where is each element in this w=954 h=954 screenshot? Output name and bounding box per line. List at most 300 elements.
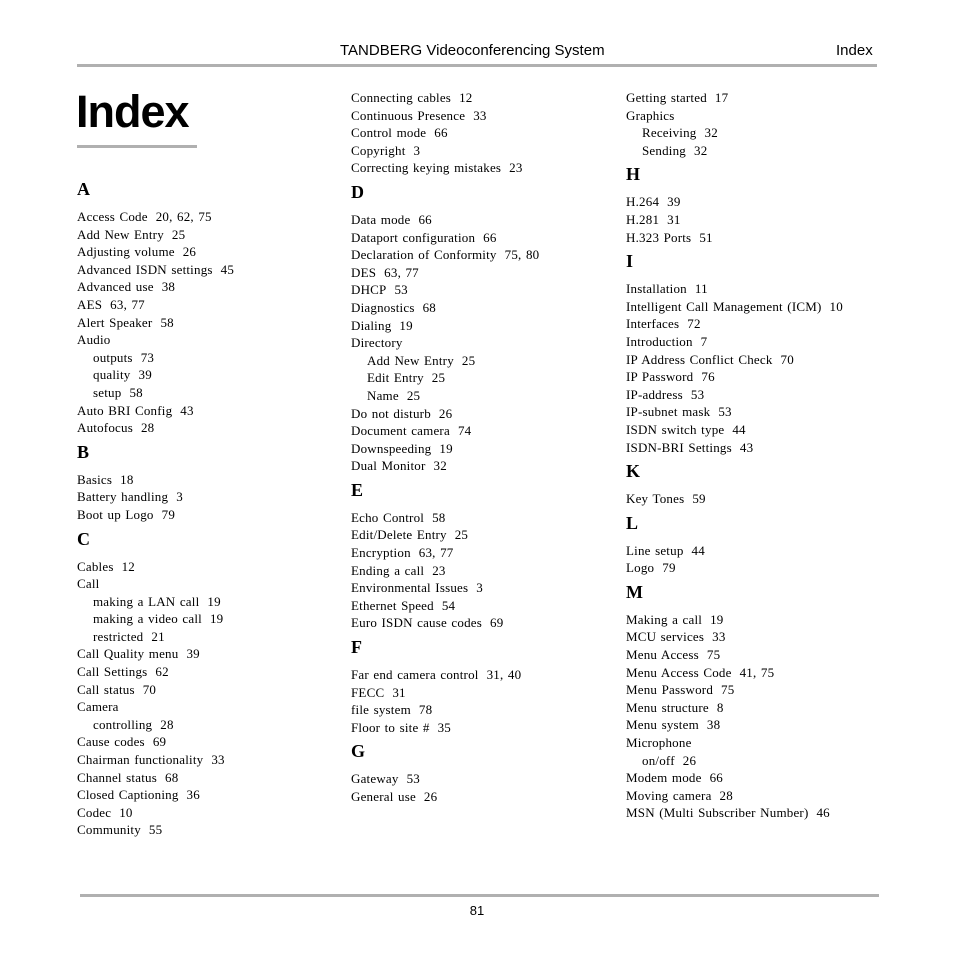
index-page-refs: 19: [209, 611, 224, 627]
index-entry: [626, 298, 886, 316]
index-entry: [77, 804, 337, 822]
index-page-refs: 31: [392, 684, 406, 700]
index-term: Sending: [642, 142, 687, 158]
index-page-refs: 68: [422, 299, 436, 315]
index-page-refs: 35: [437, 719, 451, 735]
index-term: Control mode: [351, 125, 427, 141]
index-page-refs: 25: [454, 527, 469, 543]
index-entry: [626, 211, 886, 229]
index-term: Introduction: [626, 333, 693, 349]
index-term: Menu Password: [626, 682, 714, 698]
index-term: H.264: [626, 194, 660, 210]
index-entry: [351, 440, 611, 458]
index-page-refs: 75: [706, 647, 721, 663]
page-number: 81: [469, 903, 485, 918]
index-page-refs: 73: [140, 349, 155, 365]
index-term: Data mode: [351, 211, 411, 227]
index-page-refs: 11: [694, 281, 708, 297]
index-entry: [626, 107, 886, 125]
index-term: Moving camera: [626, 787, 712, 803]
index-entry: [351, 299, 611, 317]
index-page-refs: 58: [432, 509, 446, 525]
index-letter-heading: I: [626, 251, 634, 272]
index-entry: [626, 804, 886, 822]
index-page-refs: 58: [160, 314, 174, 330]
index-entry: [351, 666, 611, 684]
index-page-refs: 75: [721, 682, 735, 698]
index-subentry: [626, 142, 886, 160]
index-term: H.281: [626, 211, 660, 227]
index-term: Basics: [77, 471, 113, 487]
index-page-refs: 12: [459, 90, 473, 105]
index-term: Encryption: [351, 545, 411, 561]
index-page-refs: 19: [399, 317, 413, 333]
index-term: Making a call: [626, 611, 703, 627]
index-entry: [77, 698, 337, 716]
index-term: Chairman functionality: [77, 752, 204, 768]
index-term: Floor to site #: [351, 719, 430, 735]
index-letter-heading: A: [77, 179, 90, 199]
index-entry: [626, 193, 886, 211]
index-page-refs: 66: [434, 125, 448, 141]
index-entry: [626, 351, 886, 369]
index-entry: [626, 315, 886, 333]
index-term: Getting started: [626, 90, 707, 105]
index-page-refs: 33: [473, 107, 487, 123]
index-page-refs: 66: [709, 770, 723, 786]
index-term: Diagnostics: [351, 299, 415, 315]
index-page-refs: 31: [667, 211, 681, 227]
index-page-refs: 78: [418, 702, 433, 718]
index-term: General use: [351, 789, 416, 804]
index-entry: [351, 509, 611, 527]
index-page-refs: 26: [423, 789, 438, 804]
index-term: Declaration of Conformity: [351, 247, 497, 263]
index-term: Adjusting volume: [77, 244, 175, 260]
index-page-refs: 53: [690, 386, 705, 402]
index-term: restricted: [93, 628, 144, 644]
index-term: Connecting cables: [351, 90, 452, 105]
index-term: Channel status: [77, 769, 157, 785]
index-entry: [626, 542, 886, 560]
index-entry: [626, 421, 886, 439]
index-entry: [77, 751, 337, 769]
index-term: Autofocus: [77, 420, 133, 436]
index-term: making a LAN call: [93, 593, 200, 609]
index-letter-heading: B: [77, 441, 90, 462]
index-entry: [351, 701, 611, 719]
index-entry: [351, 334, 611, 352]
index-entry: [351, 457, 611, 475]
index-entry: [351, 142, 611, 160]
index-entry: [626, 787, 886, 805]
index-entry: [626, 769, 886, 787]
index-term: Cables: [77, 558, 114, 574]
index-term: Call Settings: [77, 664, 148, 680]
index-entry: [351, 719, 611, 737]
index-entry: [351, 614, 611, 632]
index-page-refs: 76: [701, 369, 715, 385]
index-page-refs: 44: [732, 421, 746, 437]
index-term: Call Quality menu: [77, 646, 179, 662]
index-term: Edit/Delete Entry: [351, 527, 447, 543]
index-entry: [626, 280, 886, 298]
index-page-refs: 72: [687, 316, 701, 332]
index-letter-heading: L: [626, 512, 639, 533]
index-page-refs: 58: [129, 384, 143, 400]
index-page-refs: 39: [667, 194, 681, 210]
index-term: Dual Monitor: [351, 458, 426, 474]
index-page-refs: 46: [816, 805, 830, 821]
index-term: Cause codes: [77, 734, 145, 750]
index-letter-heading: H: [626, 164, 641, 185]
index-page-refs: 69: [152, 734, 167, 750]
index-page-refs: 41, 75: [739, 664, 775, 680]
index-entry: [626, 664, 886, 682]
index-term: Menu structure: [626, 699, 709, 715]
index-page-refs: 10: [829, 298, 843, 314]
index-page-refs: 32: [694, 142, 708, 158]
index-page-refs: 33: [712, 629, 726, 645]
header-document-title: TANDBERG Videoconferencing System: [340, 42, 605, 59]
index-term: Camera: [77, 699, 119, 715]
index-page-refs: 69: [490, 615, 504, 631]
index-page-refs: 53: [394, 282, 408, 298]
index-entry: [351, 124, 611, 142]
footer-divider: [80, 894, 879, 897]
index-page-refs: 21: [151, 628, 165, 644]
index-term: outputs: [93, 349, 133, 365]
index-term: Access Code: [77, 209, 148, 224]
index-entry: [77, 558, 337, 576]
index-page-refs: 79: [662, 560, 676, 576]
index-page-refs: 25: [171, 226, 186, 242]
index-entry: [77, 769, 337, 787]
index-page-refs: 7: [700, 333, 708, 349]
index-letter-heading: D: [351, 181, 364, 202]
index-entry: [626, 368, 886, 386]
index-term: IP-subnet mask: [626, 404, 711, 420]
index-entry: [626, 386, 886, 404]
index-subentry: [77, 366, 337, 384]
index-term: MCU services: [626, 629, 705, 645]
index-term: Closed Captioning: [77, 787, 179, 803]
index-subentry: [77, 610, 337, 628]
index-page-refs: 55: [148, 822, 163, 838]
index-page-refs: 66: [483, 229, 497, 245]
index-term: Codec: [77, 804, 112, 820]
index-term: Far end camera control: [351, 667, 479, 683]
index-term: Key Tones: [626, 491, 685, 507]
index-page-refs: 32: [704, 125, 718, 141]
index-page-refs: 66: [418, 211, 432, 227]
index-term: Directory: [351, 335, 403, 351]
index-entry: [77, 261, 337, 279]
index-page-refs: 63, 77: [110, 296, 145, 312]
index-subentry: [626, 752, 886, 770]
index-entry: [351, 107, 611, 125]
index-page-refs: 28: [719, 787, 733, 803]
index-term: Advanced ISDN settings: [77, 261, 213, 277]
index-page-refs: 19: [710, 611, 724, 627]
index-page-refs: 75, 80: [504, 247, 540, 263]
index-page-refs: 3: [413, 142, 421, 158]
index-term: Ethernet Speed: [351, 597, 434, 613]
index-page-refs: 28: [140, 420, 155, 436]
index-term: Graphics: [626, 107, 675, 123]
index-page-refs: 19: [207, 593, 221, 609]
index-entry: [77, 733, 337, 751]
index-column-3: [626, 89, 886, 822]
index-letter-heading: G: [351, 741, 366, 762]
index-subentry: [351, 387, 611, 405]
index-entry: [351, 770, 611, 788]
index-term: Name: [367, 387, 399, 403]
index-entry: [626, 628, 886, 646]
index-letter-heading: K: [626, 461, 641, 482]
index-page-refs: 36: [186, 787, 200, 803]
index-page-refs: 53: [406, 771, 421, 787]
index-term: Community: [77, 822, 141, 838]
index-entry: [77, 278, 337, 296]
index-page-refs: 10: [119, 804, 133, 820]
index-term: on/off: [642, 752, 675, 768]
index-page-refs: 28: [160, 716, 174, 732]
index-column-1: [77, 178, 337, 839]
index-term: ISDN-BRI Settings: [626, 439, 732, 455]
index-page-refs: 25: [431, 370, 446, 386]
index-entry: [626, 716, 886, 734]
index-term: Add New Entry: [367, 352, 454, 368]
index-entry: [626, 439, 886, 457]
index-subentry: [626, 124, 886, 142]
index-page-refs: 33: [211, 752, 225, 768]
index-term: AES: [77, 296, 103, 312]
index-page-refs: 31, 40: [486, 667, 522, 683]
index-term: Downspeeding: [351, 440, 432, 456]
index-page-refs: 70: [780, 351, 794, 367]
index-entry: [77, 296, 337, 314]
index-term: DHCP: [351, 282, 387, 298]
index-page-refs: 32: [433, 458, 447, 474]
index-page-refs: 54: [441, 597, 456, 613]
index-entry: [77, 419, 337, 437]
index-entry: [351, 281, 611, 299]
index-term: IP-address: [626, 386, 683, 402]
index-entry: [77, 402, 337, 420]
index-entry: [626, 403, 886, 421]
index-term: Copyright: [351, 142, 406, 158]
index-entry: [351, 544, 611, 562]
index-entry: [626, 333, 886, 351]
header-divider: [77, 64, 877, 67]
index-entry: [351, 526, 611, 544]
index-term: Do not disturb: [351, 405, 431, 421]
index-subentry: [351, 369, 611, 387]
index-subentry: [77, 716, 337, 734]
index-entry: [77, 243, 337, 261]
index-entry: [626, 490, 886, 508]
index-page-refs: 62: [155, 664, 169, 680]
index-term: Ending a call: [351, 562, 425, 578]
index-term: Dialing: [351, 317, 392, 333]
index-entry: [626, 559, 886, 577]
index-entry: [351, 405, 611, 423]
index-term: Document camera: [351, 423, 450, 439]
index-page-refs: 38: [161, 279, 176, 295]
index-page-refs: 3: [176, 489, 183, 505]
index-term: making a video call: [93, 611, 202, 627]
index-page-refs: 53: [718, 404, 732, 420]
index-page-refs: 44: [691, 542, 705, 558]
index-term: Continuous Presence: [351, 107, 466, 123]
index-entry: [77, 786, 337, 804]
index-entry: [351, 264, 611, 282]
index-term: setup: [93, 384, 122, 400]
index-page-refs: 70: [142, 681, 157, 697]
index-page-refs: 23: [509, 160, 523, 176]
index-page-refs: 74: [457, 423, 472, 439]
index-subentry: [351, 352, 611, 370]
index-entry: [77, 226, 337, 244]
index-page-refs: 45: [220, 261, 235, 277]
index-page-refs: 59: [692, 491, 706, 507]
index-term: Gateway: [351, 771, 399, 787]
index-page-refs: 63, 77: [418, 545, 454, 561]
index-page-refs: 8: [716, 699, 724, 715]
index-page-refs: 63, 77: [384, 264, 419, 280]
index-page-refs: 51: [699, 229, 713, 245]
index-term: Audio: [77, 332, 111, 348]
index-term: Modem mode: [626, 770, 702, 786]
index-term: DES: [351, 264, 377, 280]
index-page-refs: 39: [138, 367, 152, 383]
index-entry: [351, 684, 611, 702]
index-term: file system: [351, 702, 411, 718]
index-letter-heading: M: [626, 581, 643, 602]
index-page-refs: 25: [461, 352, 476, 368]
index-entry: [77, 575, 337, 593]
index-page-refs: 19: [439, 440, 453, 456]
index-entry: [77, 331, 337, 349]
index-entry: [351, 597, 611, 615]
index-page-refs: 3: [476, 580, 483, 596]
index-subentry: [77, 349, 337, 367]
index-term: Menu system: [626, 717, 699, 733]
index-term: Call status: [77, 681, 135, 697]
index-page-refs: 39: [186, 646, 200, 662]
index-column-2: [351, 89, 611, 806]
index-term: H.323 Ports: [626, 229, 692, 245]
index-term: Menu Access Code: [626, 664, 732, 680]
index-term: Advanced use: [77, 279, 154, 295]
index-term: Installation: [626, 281, 687, 297]
index-entry: [77, 471, 337, 489]
index-term: IP Password: [626, 369, 694, 385]
index-term: Line setup: [626, 542, 684, 558]
index-term: Echo Control: [351, 509, 425, 525]
index-entry: [626, 646, 886, 664]
index-page-refs: 17: [714, 90, 729, 105]
index-entry: [77, 681, 337, 699]
index-subentry: [77, 628, 337, 646]
title-underline: [77, 145, 197, 148]
index-term: FECC: [351, 684, 385, 700]
index-entry: [351, 229, 611, 247]
index-page-refs: 68: [165, 769, 179, 785]
index-page-refs: 25: [406, 387, 421, 403]
index-entry: [351, 579, 611, 597]
index-entry: [77, 314, 337, 332]
index-term: IP Address Conflict Check: [626, 351, 773, 367]
index-entry: [626, 681, 886, 699]
index-entry: [626, 734, 886, 752]
index-page-refs: 26: [682, 752, 697, 768]
index-subentry: [77, 593, 337, 611]
index-entry: [77, 821, 337, 839]
index-term: ISDN switch type: [626, 421, 725, 437]
index-entry: [626, 699, 886, 717]
index-entry: [351, 159, 611, 177]
index-term: Add New Entry: [77, 226, 164, 242]
index-term: Interfaces: [626, 316, 680, 332]
index-term: Dataport configuration: [351, 229, 476, 245]
index-term: Intelligent Call Management (ICM): [626, 298, 822, 314]
index-letter-heading: F: [351, 637, 362, 658]
index-entry: [77, 506, 337, 524]
index-term: Alert Speaker: [77, 314, 153, 330]
index-term: Euro ISDN cause codes: [351, 615, 483, 631]
index-entry: [351, 562, 611, 580]
index-entry: [77, 208, 337, 226]
index-term: Receiving: [642, 125, 697, 141]
index-term: Menu Access: [626, 647, 699, 663]
index-page-refs: 43: [180, 402, 194, 418]
index-subentry: [77, 384, 337, 402]
index-entry: [351, 211, 611, 229]
index-entry: [77, 645, 337, 663]
index-entry: [351, 422, 611, 440]
index-page-refs: 26: [438, 405, 453, 421]
index-entry: [351, 788, 611, 806]
index-page-refs: 18: [120, 471, 134, 487]
index-page-refs: 26: [182, 244, 197, 260]
index-page-refs: 20, 62, 75: [155, 209, 212, 224]
index-letter-heading: E: [351, 479, 364, 500]
index-term: MSN (Multi Subscriber Number): [626, 805, 809, 821]
index-entry: [351, 89, 611, 107]
index-term: Correcting keying mistakes: [351, 160, 502, 176]
page-title: Index: [76, 86, 189, 137]
index-term: Battery handling: [77, 489, 169, 505]
index-term: Boot up Logo: [77, 506, 154, 522]
index-entry: [626, 89, 886, 107]
index-page-refs: 23: [432, 562, 446, 578]
index-term: Environmental Issues: [351, 580, 469, 596]
index-term: Microphone: [626, 735, 692, 751]
index-term: Call: [77, 576, 100, 592]
index-entry: [77, 488, 337, 506]
index-entry: [626, 229, 886, 247]
index-term: Edit Entry: [367, 370, 424, 386]
index-term: Auto BRI Config: [77, 402, 173, 418]
index-entry: [77, 663, 337, 681]
index-entry: [351, 246, 611, 264]
index-term: controlling: [93, 716, 153, 732]
index-entry: [351, 317, 611, 335]
index-page-refs: 43: [739, 439, 754, 455]
index-term: quality: [93, 367, 131, 383]
